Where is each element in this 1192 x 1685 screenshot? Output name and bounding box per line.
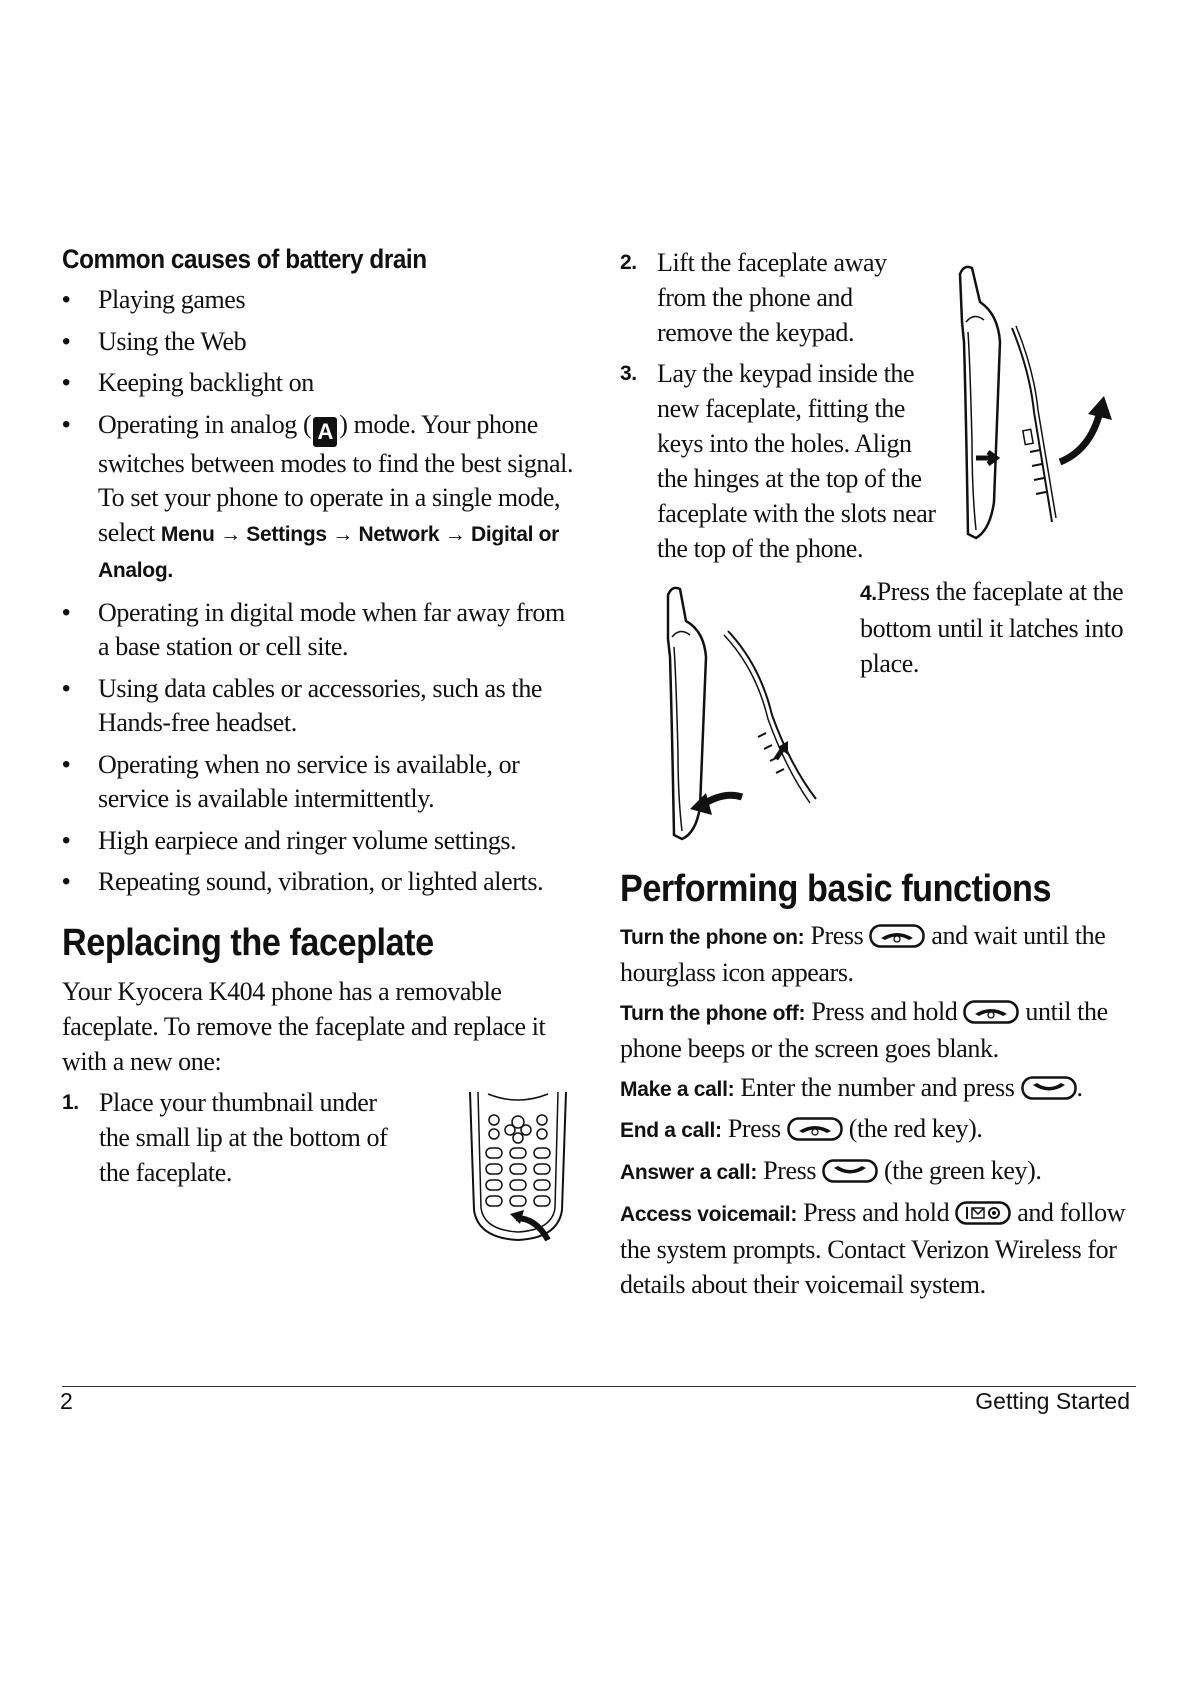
phone-side-illustration <box>660 585 840 845</box>
phone-side-illustration <box>950 262 1130 552</box>
list-item-text: Operating when no service is available, or service is available intermittently. <box>98 749 520 813</box>
function-text: Enter the number and press <box>740 1073 1015 1102</box>
send-key-icon <box>1021 1076 1077 1100</box>
functions-heading: Performing basic functions <box>620 868 1052 910</box>
function-text: Press and hold <box>811 997 958 1026</box>
function-voicemail <box>620 1195 1140 1302</box>
function-text: . <box>1076 1073 1083 1102</box>
function-text: and wait until the hourglass icon appears. <box>620 921 1106 987</box>
function-text: (the red key). <box>848 1114 983 1143</box>
step-number: 4. <box>860 582 877 605</box>
function-end-call <box>620 1111 1140 1148</box>
list-item <box>62 824 582 859</box>
list-item-text: Operating in digital mode when far away from a base station or cell site. <box>98 597 565 661</box>
list-item-text: ) mode. Your phone switches between modes to find the best signal. To set your phone to operate in a single mode, select <box>98 409 574 547</box>
list-item-text: Playing games <box>98 285 246 314</box>
list-item <box>62 408 582 589</box>
faceplate-heading: Replacing the faceplate <box>62 922 434 964</box>
list-item-text: Using data cables or accessories, such as the Hands-free headset. <box>98 673 543 737</box>
step-text: Press the faceplate at the bottom until it latches into place. <box>860 577 1124 678</box>
section-title: Getting Started <box>975 1388 1130 1414</box>
function-turn-off <box>620 994 1140 1066</box>
function-text: Press <box>810 921 864 950</box>
analog-mode-icon: A <box>313 417 337 447</box>
list-item <box>62 325 582 360</box>
send-key-icon <box>822 1159 878 1183</box>
menu-path: Menu → Settings → Network → Digital or Analog. <box>98 522 560 582</box>
function-make-call <box>620 1070 1140 1107</box>
step-number: 3. <box>620 362 637 385</box>
step-4 <box>860 574 1140 681</box>
footer-divider <box>62 1386 1136 1387</box>
list-item-text: Repeating sound, vibration, or lighted alerts. <box>98 867 544 896</box>
function-label: Turn the phone on: <box>620 926 805 949</box>
function-text: until the phone beeps or the screen goes blank. <box>620 997 1108 1063</box>
end-key-icon <box>963 1000 1019 1024</box>
end-key-icon <box>787 1117 843 1141</box>
list-item <box>62 748 582 817</box>
function-label: Access voicemail: <box>620 1203 798 1226</box>
voicemail-key-icon <box>955 1201 1011 1225</box>
list-item-text: Operating in analog ( <box>98 409 312 439</box>
function-label: End a call: <box>620 1119 722 1142</box>
step-text: Lay the keypad inside the new faceplate, fitting the keys into the holes. Align the hinges at the top of the faceplate with the slots near the top of the phone. <box>657 359 936 563</box>
function-answer-call <box>620 1153 1140 1190</box>
step-text: Place your thumbnail under the small lip at the bottom of the faceplate. <box>99 1088 388 1187</box>
step-number: 1. <box>62 1091 79 1114</box>
keypad-illustration <box>466 1090 572 1250</box>
page-number: 2 <box>60 1388 73 1414</box>
list-item-text: Keeping backlight on <box>98 368 314 397</box>
list-item <box>62 672 582 741</box>
end-key-icon <box>869 924 925 948</box>
faceplate-intro: Your Kyocera K404 phone has a removable faceplate. To remove the faceplate and replace it with a new one: <box>62 977 546 1076</box>
list-item <box>62 283 582 318</box>
step-number: 2. <box>620 251 637 274</box>
list-item-text: High earpiece and ringer volume settings. <box>98 825 517 855</box>
function-text: Press <box>763 1156 817 1185</box>
function-turn-on <box>620 918 1140 990</box>
list-item-text: Using the Web <box>98 326 247 356</box>
function-text: Press <box>727 1114 781 1143</box>
function-text: and follow the system prompts. Contact Verizon Wireless for details about their voicemail system. <box>620 1198 1126 1299</box>
list-item <box>62 366 582 401</box>
battery-drain-list <box>62 283 582 907</box>
list-item <box>62 596 582 665</box>
function-text: Press and hold <box>803 1198 950 1227</box>
step-text: Lift the faceplate away from the phone and remove the keypad. <box>657 248 887 347</box>
function-label: Turn the phone off: <box>620 1002 806 1025</box>
function-text: (the green key). <box>884 1156 1042 1185</box>
function-label: Make a call: <box>620 1078 735 1101</box>
battery-drain-heading: Common causes of battery drain <box>62 244 427 274</box>
function-label: Answer a call: <box>620 1161 758 1184</box>
list-item <box>62 865 582 900</box>
